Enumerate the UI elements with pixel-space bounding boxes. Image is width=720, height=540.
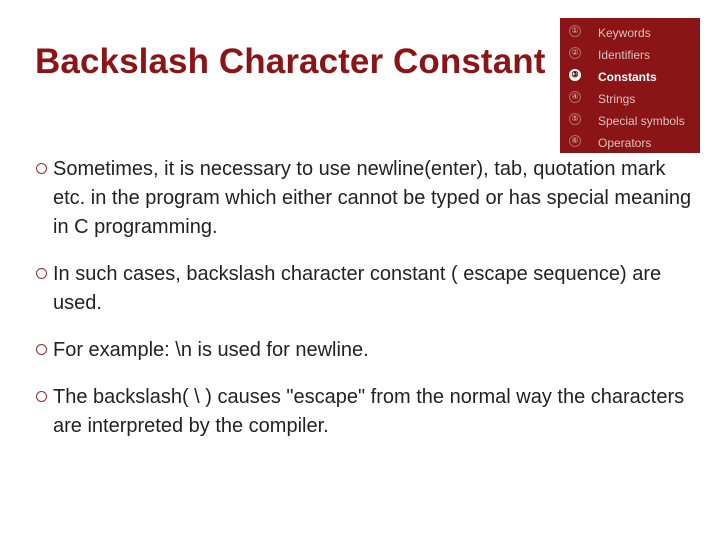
toc-item-identifiers[interactable] (560, 44, 700, 64)
bullet-item (36, 383, 696, 441)
circle-bullet-icon (36, 268, 47, 279)
circled-number-6-icon: ⑥ (569, 135, 581, 147)
bullet-text: Sometimes, it is necessary to use newline(enter), tab, quotation mark etc. in the program which either cannot be typed or has special meaning in C programming. (53, 158, 692, 238)
bullet-text: In such cases, backslash character constant ( escape sequence) are used. (53, 263, 662, 314)
toc-item-label: Strings (598, 92, 636, 106)
circle-bullet-icon (36, 391, 47, 402)
circle-bullet-icon (36, 163, 47, 174)
circle-bullet-icon (36, 344, 47, 355)
toc-item-keywords[interactable] (560, 22, 700, 42)
circled-number-2-icon: ② (569, 47, 581, 59)
toc-item-label: Identifiers (598, 48, 651, 62)
circled-number-4-icon: ④ (569, 91, 581, 103)
circled-number-5-icon: ⑤ (569, 113, 581, 125)
bullet-item (36, 260, 696, 318)
toc-item-label: Constants (598, 70, 657, 84)
toc-item-label: Keywords (598, 26, 651, 40)
bullet-text: For example: \n is used for newline. (53, 339, 369, 361)
topic-navigation-panel (560, 18, 700, 153)
toc-item-special-symbols[interactable] (560, 110, 700, 130)
toc-item-label: Operators (598, 136, 652, 150)
bullet-list (36, 155, 696, 459)
toc-item-strings[interactable] (560, 88, 700, 108)
toc-item-label: Special symbols (598, 114, 685, 128)
slide-title: Backslash Character Constant (35, 42, 546, 81)
circled-number-3-icon: ③ (569, 69, 581, 81)
circled-number-1-icon: ① (569, 25, 581, 37)
bullet-text: The backslash( \ ) causes "escape" from the normal way the characters are interpreted by the compiler. (53, 386, 685, 437)
bullet-item (36, 336, 696, 365)
toc-item-operators[interactable] (560, 132, 700, 152)
bullet-item (36, 155, 696, 242)
toc-item-constants[interactable] (560, 66, 700, 86)
